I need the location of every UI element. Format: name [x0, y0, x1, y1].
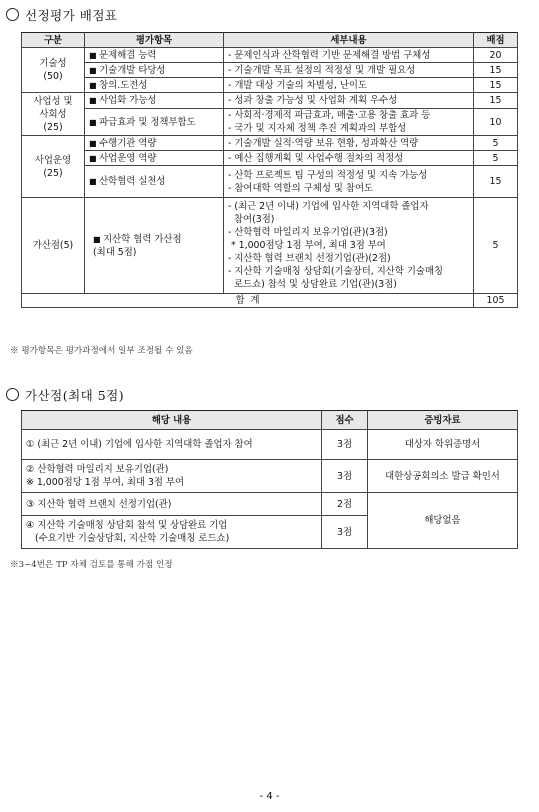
table-row — [22, 78, 518, 93]
item-label: ■ 기술개발 타당성 — [89, 65, 165, 76]
details-cell — [224, 109, 474, 136]
table-row — [22, 198, 518, 294]
header-details: 세부내용 — [224, 33, 474, 48]
section2-title: 가산점(최대 5점) — [6, 386, 124, 404]
item-label: ■ 사업화 가능성 — [89, 95, 156, 106]
evidence-cell: 대상자 학위증명서 — [368, 430, 518, 460]
item-label: ■ 수행기관 역량 — [89, 138, 156, 149]
table-row — [22, 48, 518, 63]
content-line: ② 산학협력 마일리지 보유기업(관) — [26, 464, 169, 475]
item-label: ■ 지산학 협력 가산점 (최대 5점) — [93, 234, 182, 258]
details-cell — [224, 78, 474, 93]
details-cell — [224, 166, 474, 198]
circle-bullet-icon — [6, 388, 19, 401]
bonus-table-note: ※3~4번은 TP 자체 검토를 통해 가점 인정 — [10, 560, 173, 570]
details-cell — [224, 48, 474, 63]
score-cell: 5 — [474, 198, 518, 294]
table-row — [22, 460, 518, 493]
score-cell: 10 — [474, 109, 518, 136]
details-cell — [224, 136, 474, 151]
score-table-note: ※ 평가항목은 평가과정에서 일부 조정될 수 있음 — [10, 346, 193, 356]
score-cell: 5 — [474, 136, 518, 151]
content-line: (수요기반 기술상담회, 지산학 기술매칭 로드쇼) — [26, 533, 230, 544]
item-cell — [85, 48, 224, 63]
category-cell: 사업성 및 사회성 (25) — [22, 93, 85, 136]
detail-line: - 국가 및 지자체 정책 추진 계획과의 부합성 — [228, 123, 407, 134]
total-label: 합 계 — [22, 294, 474, 308]
item-cell — [85, 78, 224, 93]
evidence-cell: 대한상공회의소 발급 확인서 — [368, 460, 518, 493]
detail-line: * 1,000점당 1점 부여, 최대 3점 부여 — [228, 240, 386, 251]
item-cell — [85, 151, 224, 166]
detail-line: - 사회적·경제적 파급효과, 매출·고용 창출 효과 등 — [228, 110, 431, 121]
table-row — [22, 93, 518, 109]
content-line: ④ 지산학 기술매칭 상담회 참석 및 상담완료 기업 — [26, 520, 228, 531]
detail-line: 참여(3점) — [228, 214, 275, 225]
score-table — [21, 32, 518, 308]
table-header-row — [22, 411, 518, 430]
item-label: ■ 산학협력 실천성 — [89, 176, 165, 187]
content-cell — [22, 516, 322, 549]
item-cell — [85, 166, 224, 198]
table-row — [22, 136, 518, 151]
item-cell — [85, 136, 224, 151]
detail-line: - 개발 대상 기술의 차별성, 난이도 — [228, 79, 367, 91]
header-item: 평가항목 — [85, 33, 224, 48]
table-header-row — [22, 33, 518, 48]
item-label: ■ 사업운영 역량 — [89, 153, 156, 164]
detail-line: - 참여대학 역할의 구체성 및 참여도 — [228, 182, 374, 194]
detail-line: - 기술개발 목표 설정의 적정성 및 개발 필요성 — [228, 64, 416, 76]
table-row — [22, 430, 518, 460]
detail-line: - 기술개발 실적·역량 보유 현황, 성과확산 역량 — [228, 137, 419, 149]
table-row — [22, 109, 518, 136]
content-cell — [22, 430, 322, 460]
detail-line: - 성과 창출 가능성 및 사업화 계획 우수성 — [228, 95, 398, 106]
points-cell: 3점 — [322, 430, 368, 460]
content-cell — [22, 460, 322, 493]
content-line: ※ 1,000점당 1점 부여, 최대 3점 부여 — [26, 477, 185, 488]
header-evidence: 증빙자료 — [368, 411, 518, 430]
table-row — [22, 63, 518, 78]
points-cell: 2점 — [322, 493, 368, 516]
detail-line: - 산학 프로젝트 팀 구성의 적정성 및 지속 가능성 — [228, 169, 428, 181]
score-cell: 15 — [474, 166, 518, 198]
item-label: ■ 문제해결 능력 — [89, 50, 156, 61]
detail-line: - 예산 집행계획 및 사업수행 절차의 적정성 — [228, 152, 404, 164]
bonus-table — [21, 410, 518, 549]
detail-line: 로드쇼) 참석 및 상담완료 기업(관)(3점) — [228, 279, 397, 290]
item-cell — [85, 109, 224, 136]
category-cell: 기술성 (50) — [22, 48, 85, 93]
score-cell: 15 — [474, 93, 518, 109]
score-cell: 15 — [474, 78, 518, 93]
points-cell: 3점 — [322, 516, 368, 549]
total-row — [22, 294, 518, 308]
total-score: 105 — [474, 294, 518, 308]
score-cell: 5 — [474, 151, 518, 166]
details-cell — [224, 198, 474, 294]
circle-bullet-icon — [6, 8, 19, 21]
item-cell — [85, 198, 224, 294]
content-cell — [22, 493, 322, 516]
table-row — [22, 166, 518, 198]
header-content: 해당 내용 — [22, 411, 322, 430]
content-line: ③ 지산학 협력 브랜치 선정기업(관) — [26, 498, 172, 510]
detail-line: - 지산학 협력 브랜치 선정기업(관)(2점) — [228, 253, 391, 264]
header-category: 구분 — [22, 33, 85, 48]
score-cell: 15 — [474, 63, 518, 78]
detail-line: - (최근 2년 이내) 기업에 입사한 지역대학 졸업자 — [228, 201, 429, 212]
section1-title: 선정평가 배점표 — [6, 6, 118, 24]
item-label: ■ 창의.도전성 — [89, 80, 147, 91]
detail-line: - 문제인식과 산학협력 기반 문제해결 방법 구체성 — [228, 49, 431, 61]
page-number: - 4 - — [259, 791, 280, 802]
category-cell: 가산점(5) — [22, 198, 85, 294]
details-cell — [224, 151, 474, 166]
details-cell — [224, 93, 474, 109]
detail-line: - 지산학 기술매칭 상담회(기술장터, 지산학 기술매칭 — [228, 266, 444, 277]
table-row — [22, 493, 518, 516]
points-cell: 3점 — [322, 460, 368, 493]
score-cell: 20 — [474, 48, 518, 63]
header-score: 점수 — [322, 411, 368, 430]
item-label: ■ 파급효과 및 정책부합도 — [89, 117, 196, 128]
details-cell — [224, 63, 474, 78]
item-cell — [85, 63, 224, 78]
category-cell: 사업운영 (25) — [22, 136, 85, 198]
item-cell — [85, 93, 224, 109]
table-row — [22, 151, 518, 166]
content-line: ① (최근 2년 이내) 기업에 입사한 지역대학 졸업자 참여 — [26, 439, 253, 450]
detail-line: - 산학협력 마일리지 보유기업(관)(3점) — [228, 227, 388, 238]
evidence-cell: 해당없음 — [368, 493, 518, 549]
header-score: 배점 — [474, 33, 518, 48]
